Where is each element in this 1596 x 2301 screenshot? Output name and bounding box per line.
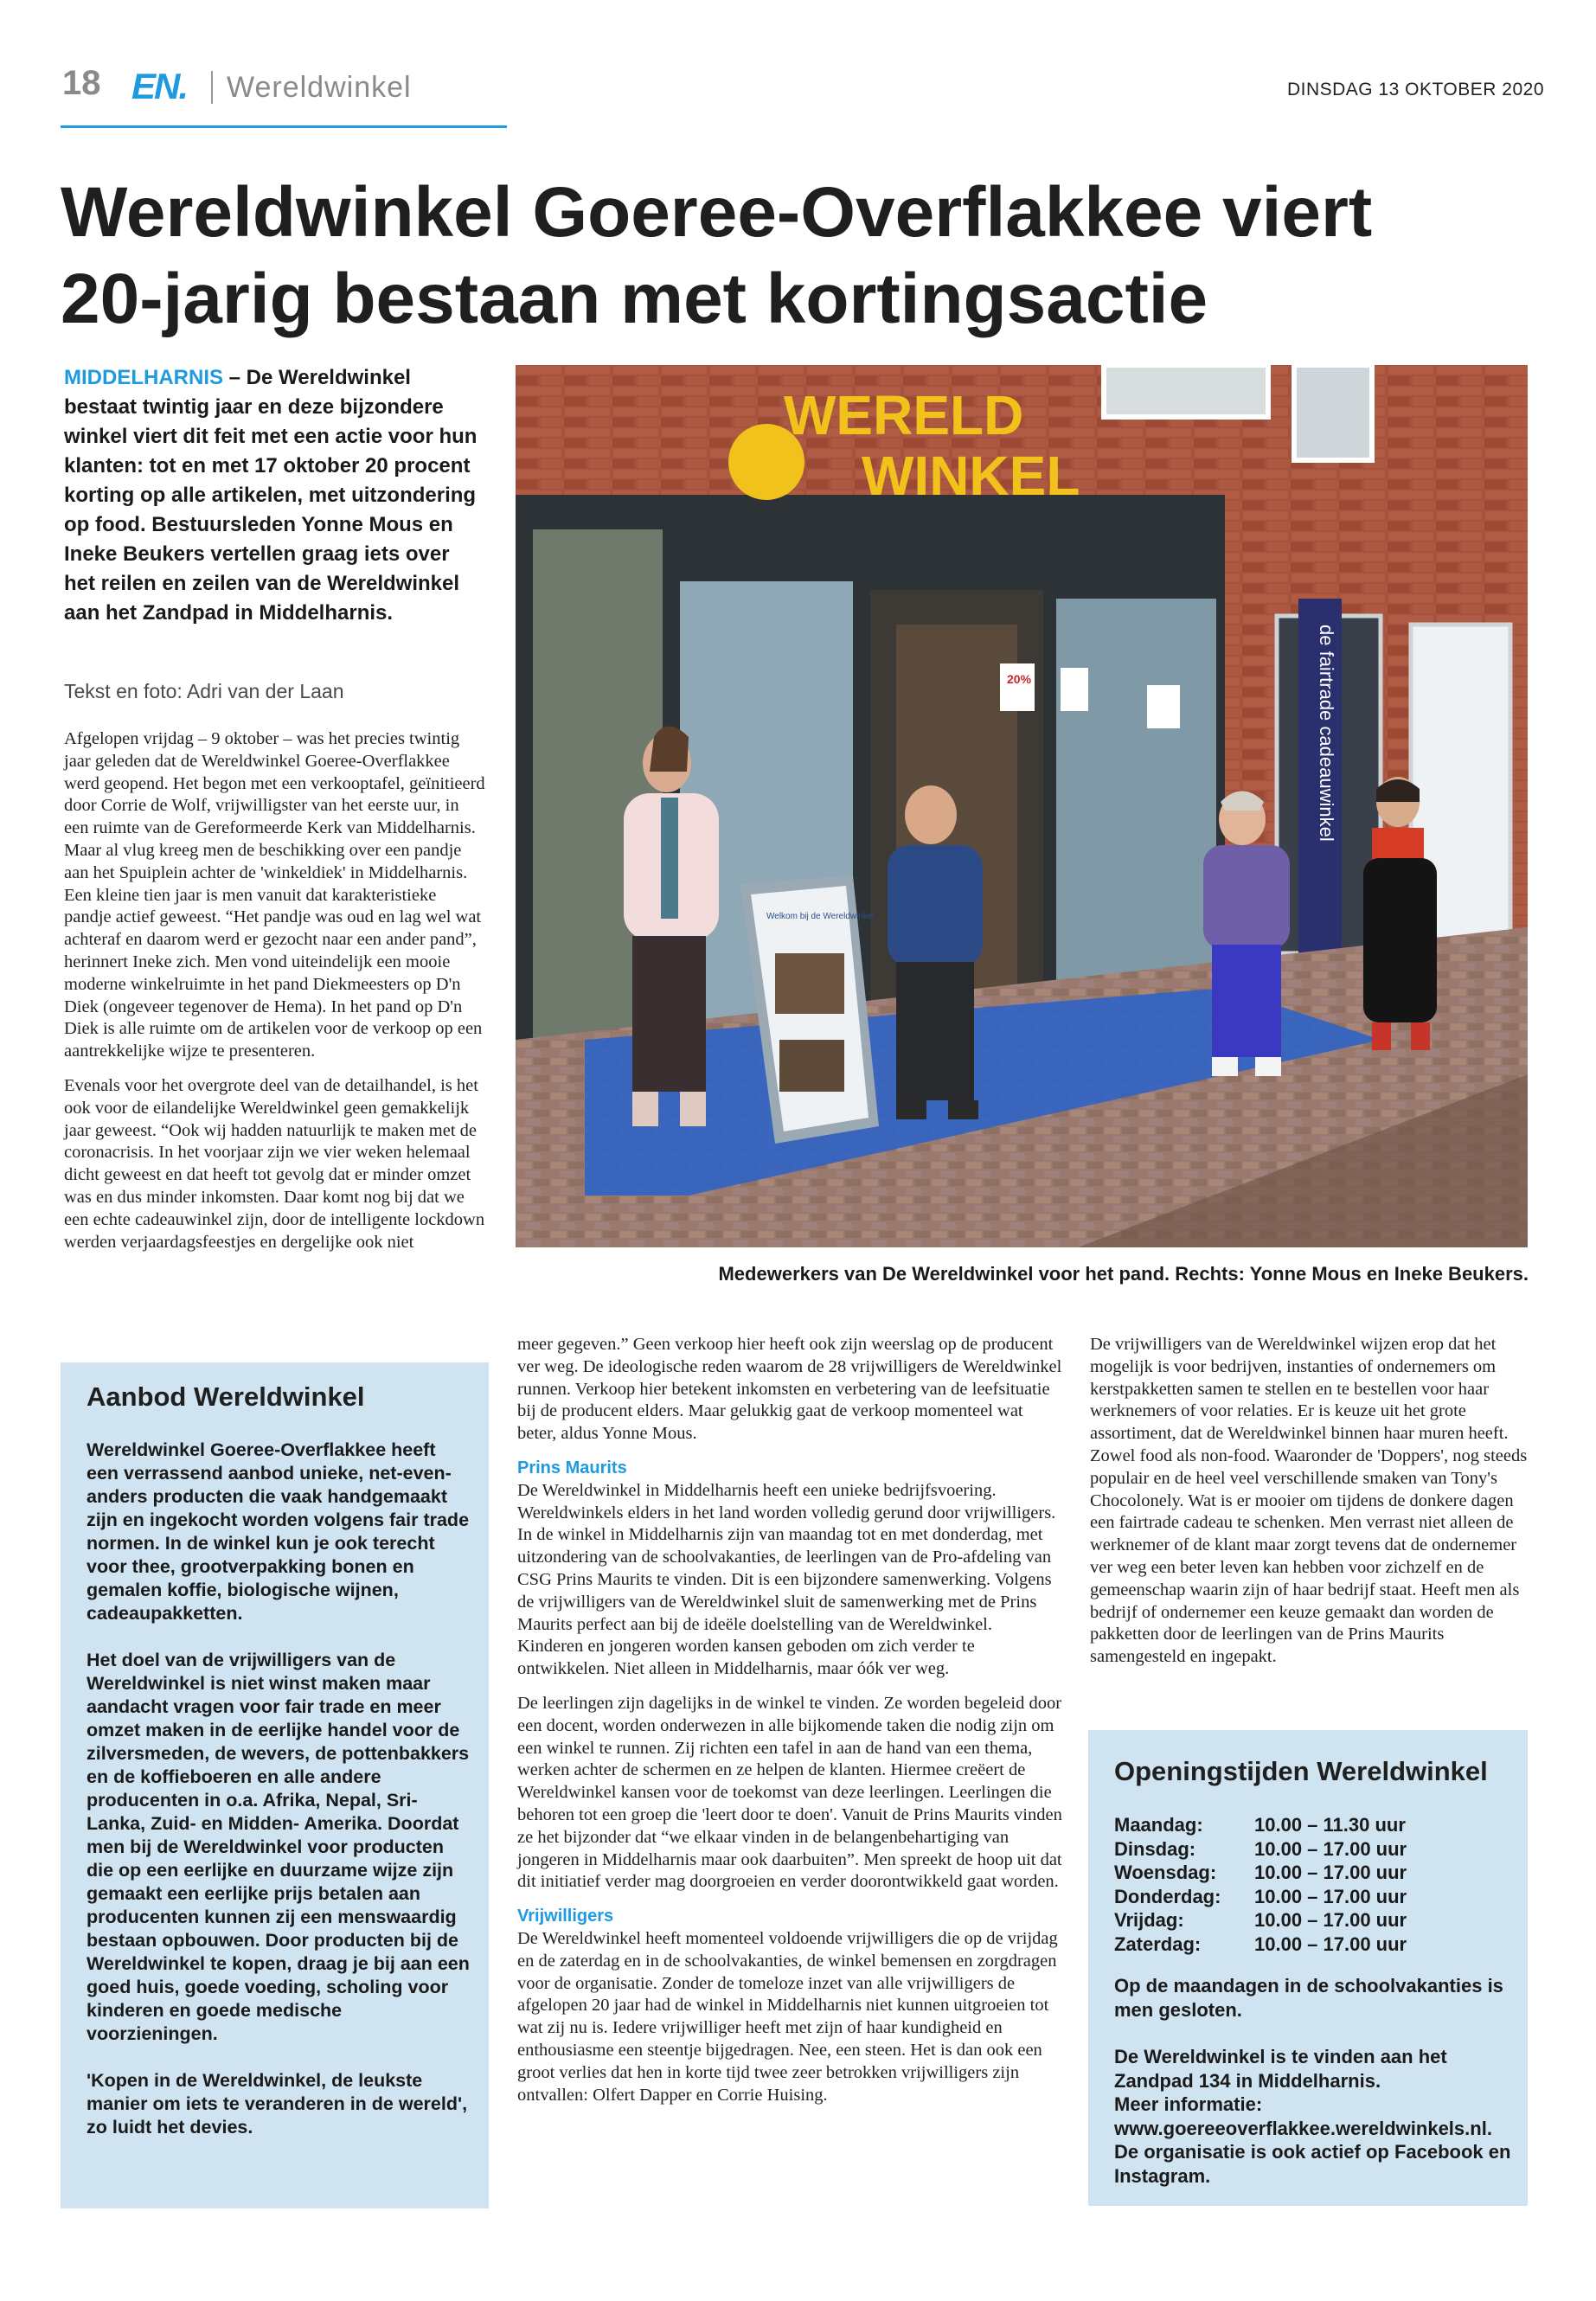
paragraph: De Wereldwinkel in Middelharnis heeft een unieke bedrijfsvoering. Wereldwinkels elders in het land worden volledig gerund door vrijwilligers. In de winkel in Middelharnis zijn van maandag tot en met donderdag, met uitzondering van de schoolvakanties, de leerlingen van de Pro-afdeling van CSG Prins Maurits te vinden. Dit is een bijzondere samenwerking. Volgens de vrijwilligers van de Wereldwinkel sluit de samenwerking met de Prins Maurits perfect aan bij de ideële doelstelling van de Wereldwinkel. Kinderen en jongeren worden kansen geboden om zich verder te ontwikkelen. Niet alleen in Middelharnis, maar óók ver weg.: [517, 1480, 1056, 1679]
sign-line-1: WERELD: [784, 384, 1024, 446]
photo-caption: Medewerkers van De Wereldwinkel voor het pand. Rechts: Yonne Mous en Ineke Beukers.: [718, 1263, 1529, 1285]
opening-hours-title: Openingstijden Wereldwinkel: [1114, 1756, 1488, 1786]
issue-date: DINSDAG 13 OKTOBER 2020: [1286, 80, 1544, 99]
paragraph: Afgelopen vrijdag – 9 oktober – was het precies twintig jaar geleden dat de Wereldwinkel Goeree-Overflakkee werd geopend. Het begon met een verkooptafel, geïnitieerd door Corrie de Wolf, vrijwilligster van het eerste uur, in een ruimte van de Gereformeerde Kerk van Middelharnis. Maar al vlug kreeg men de beschikking over een pandje aan het Spuiplein achter de 'winkeldiek' in Middelharnis. Een kleine tien jaar is men vanuit dat karakteristieke pandje actief geweest. “Het pandje was oud en lag wel wat achteraf en daarom werd er gezocht naar een ander pand”, herinnert Ineke zich. Men vond uiteindelijk een mooie moderne winkelruimte in het pand Diekmeesters op D'n Diek (ongeveer tegenover de Hema). In het pand op D'n Diek is alle ruimte om de artikelen voor de verkoop op een aantrekkelijke wijze te presenteren.: [64, 729, 485, 1061]
paragraph: Evenals voor het overgrote deel van de detailhandel, is het ook voor de eilandelijke Wereldwinkel geen gemakkelijk jaar geweest. “Ook wij hadden natuurlijk te maken met de coronacrisis. In het voorjaar zijn we vier weken helemaal dicht geweest en dat heeft tot gevolg dat er minder omzet was en dus minder inkomsten. Daar komt nog bij dat we een echte cadeauwinkel zijn, door de intelligente lockdown werden verjaardagsfeestjes en dergelijke ook niet: [64, 1075, 485, 1252]
social-media-note: De organisatie is ook actief op Facebook en Instagram.: [1114, 2141, 1511, 2187]
hours-row: [1114, 1885, 1407, 1909]
aanbod-title: Aanbod Wereldwinkel: [87, 1381, 365, 1412]
hours-row: [1114, 1813, 1407, 1837]
lead-text: – De Wereldwinkel bestaat twintig jaar en deze bijzondere winkel viert dit feit met een actie voor hun klanten: tot en met 17 oktober 20 procent korting op alle artikelen, met uitzondering op food. Bestuursleden Yonne Mous en Ineke Beukers vertellen graag iets over het reilen en zeilen van de Wereldwinkel aan het Zandpad in Middelharnis.: [64, 366, 478, 625]
hours-day: Dinsdag:: [1114, 1837, 1196, 1860]
more-info-label: Meer informatie:: [1114, 2093, 1263, 2115]
paragraph: 'Kopen in de Wereldwinkel, de leukste manier om iets te veranderen in de wereld', zo luidt het devies.: [87, 2070, 468, 2138]
aanbod-body: [87, 1439, 471, 2163]
hours-time: 10.00 – 11.30 uur: [1254, 1814, 1406, 1836]
lead-paragraph: [64, 363, 486, 628]
hours-day: Donderdag:: [1114, 1885, 1221, 1907]
banner-text: de fairtrade cadeauwinkel: [1316, 625, 1337, 842]
section-name: Wereldwinkel: [227, 71, 412, 104]
paragraph: De leerlingen zijn dagelijks in de winkel te vinden. Ze worden begeleid door een docent, worden onderwezen in alle bijkomende taken die nodig zijn om een winkel te runnen. Zij richten een tafel in aan de hand van een thema, werken achter de schermen en ze helpen de klanten. Hiermee creëert de Wereldwinkel kansen voor de toekomst van deze leerlingen. Leerlingen die behoren tot een groep die 'leert door te doen'. Vanuit de Prins Maurits vinden ze het bijzonder dat “we elkaar vinden in de belangenbehartiging van jongeren in Middelharnis maar ook daarbuiten”. Men spreekt de hoop uit dat dit initiatief verder mag doorgroeien en verder doorontwikkeld gaat worden.: [517, 1693, 1062, 1892]
dateline-place: MIDDELHARNIS: [64, 366, 223, 389]
hours-time: 10.00 – 17.00 uur: [1254, 1909, 1407, 1931]
headline: [61, 170, 1531, 343]
article-column-2: [517, 1334, 1062, 2118]
paragraph: Het doel van de vrijwilligers van de Wereldwinkel is niet winst maken maar aandacht vragen voor fair trade en meer omzet maken in de eerlijke handel voor de zilversmeden, de wevers, de pottenbakkers en de koffieboeren en alle andere producenten in o.a. Afrika, Nepal, Sri-Lanka, Zuid- en Midden- Amerika. Doordat men bij de Wereldwinkel voor producten die op een eerlijke en duurzame wijze zijn gemaakt een eerlijke prijs betalen aan producenten kunnen zij een menswaardig bestaan opbouwen. Door producten bij de Wereldwinkel te kopen, draag je bij aan een goed huis, goede voeding, scholing voor kinderen en goede medische voorzieningen.: [87, 1650, 470, 2044]
closed-note: Op de maandagen in de schoolvakanties is men gesloten.: [1114, 1975, 1503, 2021]
storefront-photo: [516, 365, 1528, 1247]
subheading-vrijwilligers: Vrijwilligers: [517, 1907, 614, 1926]
hours-day: Maandag:: [1114, 1814, 1203, 1836]
page-number: 18: [62, 64, 101, 102]
paragraph: meer gegeven.” Geen verkoop hier heeft ook zijn weerslag op de producent ver weg. De ideologische reden waarom de 28 vrijwilligers de Wereldwinkel runnen. Verkoop hier betekent inkomsten en verbetering van de leefsituatie bij de producent elders. Maar gelukkig gaat de verkoop momenteel wat beter, aldus Yonne Mous.: [517, 1335, 1062, 1444]
hours-time: 10.00 – 17.00 uur: [1254, 1932, 1407, 1955]
sale-poster-text: 20%: [1007, 672, 1032, 686]
article-column-1: [64, 728, 486, 1266]
hours-time: 10.00 – 17.00 uur: [1254, 1837, 1407, 1860]
header-separator: [211, 71, 213, 104]
address-text: De Wereldwinkel is te vinden aan het Zandpad 134 in Middelharnis.: [1114, 2046, 1447, 2092]
headline-line-1: Wereldwinkel Goeree-Overflakkee viert: [61, 173, 1373, 252]
hours-row: [1114, 1932, 1407, 1957]
headline-line-2: 20-jarig bestaan met kortingsactie: [61, 260, 1208, 338]
paragraph: De Wereldwinkel heeft momenteel voldoende vrijwilligers die op de vrijdag en de zaterdag en in de schoolvakanties, de winkel bemensen en zorgdragen voor de organisatie. Zonder de tomeloze inzet van alle vrijwilligers de afgelopen 20 jaar had de winkel in Middelharnis niet kunnen uitgroeien tot wat zij nu is. Iedere vrijwilliger heeft met zijn of haar kundigheid en enthousiasme een steentje bijgedragen. Nee, een steen. Het is dan ook een groot verlies dat hen in korte tijd twee zeer betrokken vrijwilligers zijn ontvallen: Olfert Dapper en Corrie Huising.: [517, 1928, 1058, 2105]
sign-line-2: WINKEL: [862, 445, 1080, 507]
opening-hours-notes: [1114, 1974, 1512, 2188]
aanbod-infobox: [61, 1362, 489, 2208]
paragraph: Wereldwinkel Goeree-Overflakkee heeft een verrassend aanbod unieke, net-even-anders producten die vaak handgemaakt zijn en ingekocht worden volgens fair trade normen. In de winkel kun je ook terecht voor thee, grootverpakking bonen en gemalen koffie, biologische wijnen, cadeaupakketten.: [87, 1439, 470, 1624]
hours-time: 10.00 – 17.00 uur: [1254, 1885, 1407, 1907]
opening-hours-box: [1088, 1730, 1528, 2206]
hours-day: Woensdag:: [1114, 1862, 1217, 1883]
hours-time: 10.00 – 17.00 uur: [1254, 1862, 1407, 1883]
hours-day: Zaterdag:: [1114, 1932, 1202, 1955]
board-title: Welkom bij de Wereldwinkel: [766, 912, 875, 921]
header-rule: [61, 125, 507, 128]
newspaper-logo: EN.: [131, 66, 188, 106]
hours-row: [1114, 1908, 1407, 1932]
opening-hours-table: [1114, 1813, 1407, 1956]
hours-row: [1114, 1837, 1407, 1862]
hours-row: [1114, 1861, 1407, 1885]
byline: Tekst en foto: Adri van der Laan: [64, 680, 344, 702]
subheading-prins-maurits: Prins Maurits: [517, 1458, 627, 1477]
article-column-3: [1090, 1334, 1540, 1681]
hours-day: Vrijdag:: [1114, 1909, 1184, 1931]
website-url: www.goereeoverflakkee.wereldwinkels.nl.: [1114, 2117, 1492, 2139]
paragraph: De vrijwilligers van de Wereldwinkel wijzen erop dat het mogelijk is voor bedrijven, instanties of ondernemers om kerstpakketten samen te stellen en te bestellen voor haar werknemers of voor relaties. Er is keuze uit het grote assortiment, dat de Wereldwinkel binnen haar muren heeft. Zowel food als non-food. Waaronder de 'Doppers', nog steeds populair en de heel veel verschillende smaken van Tony's Chocolonely. Wat is er mooier om tijdens de donkere dagen een fairtrade cadeau te schenken. Men verrast niet alleen de werknemer of de klant maar zorgt tevens dat de ondernemer ver weg een beter leven kan hebben voor zichzelf en de gemeenschap waarin zijn of haar bedrijf staat. Heeft men als bedrijf of ondernemer een keuze gemaakt dan worden de pakketten door de leerlingen van de Prins Maurits samengesteld en ingepakt.: [1090, 1335, 1528, 1667]
